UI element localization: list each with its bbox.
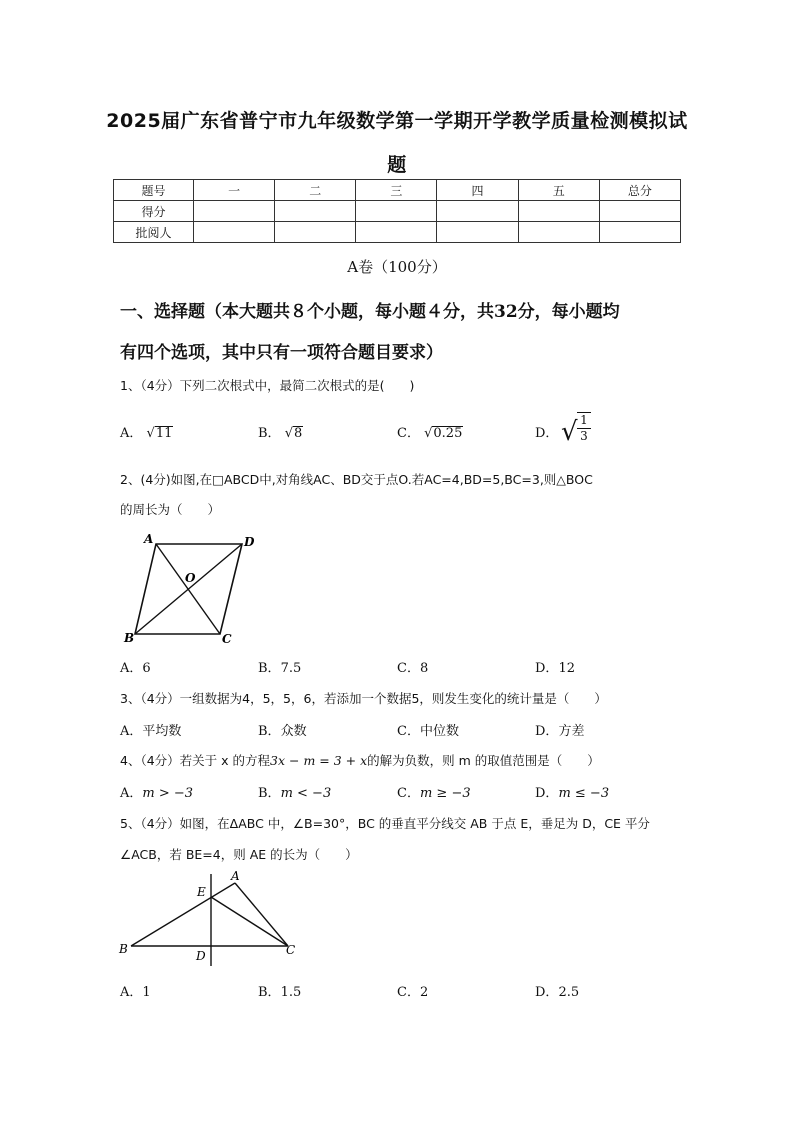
segment-ba — [131, 883, 235, 946]
score-cell[interactable] — [437, 201, 518, 222]
question-2-option-d[interactable]: D．12 — [535, 661, 575, 676]
question-2-option-a[interactable]: A．6 — [120, 661, 151, 676]
question-2-stem: 2、(4分)如图,在□ABCD中,对角线AC、BD交于点O.若AC=4,BD=5,BC=3,则△BOC — [120, 472, 593, 487]
question-1-stem: 1、（4分）下列二次根式中，最简二次根式的是( ) — [120, 378, 415, 393]
question-4-option-b[interactable]: B．m < −3 — [258, 786, 332, 801]
vertex-label-d: D — [244, 535, 255, 549]
vertex-label-b: B — [124, 631, 135, 645]
score-cell[interactable] — [518, 201, 599, 222]
score-table — [113, 179, 681, 243]
score-table-row-label: 批阅人 — [114, 222, 194, 243]
question-4-stem: 4、（4分）若关于 x 的方程3x − m = 3 + x的解为负数，则 m 的取值范围是（ ） — [120, 753, 600, 768]
radical-icon: √ — [561, 417, 578, 447]
fraction — [577, 412, 591, 444]
question-3-option-b[interactable]: B．众数 — [258, 724, 307, 739]
question-2-option-b[interactable]: B．7.5 — [258, 661, 302, 676]
option-label: C． — [397, 426, 420, 441]
radical-icon: √ — [284, 426, 293, 441]
question-3-option-d[interactable]: D．方差 — [535, 724, 585, 739]
vertex-label-c: C — [286, 943, 296, 957]
fraction-numerator: 1 — [577, 413, 591, 429]
parallelogram-figure — [118, 530, 268, 650]
question-2-option-c[interactable]: C．8 — [397, 661, 429, 676]
score-table-header-row — [114, 180, 681, 201]
score-cell[interactable] — [437, 222, 518, 243]
triangle-figure — [116, 868, 301, 972]
score-table-row-label: 得分 — [114, 201, 194, 222]
segment-ec — [211, 897, 288, 946]
question-5-option-c[interactable]: C．2 — [397, 985, 429, 1000]
score-table-header-cell: 题号 — [114, 180, 194, 201]
question-1-option-d[interactable] — [535, 410, 588, 454]
score-cell[interactable] — [194, 222, 275, 243]
question-3-option-c[interactable]: C．中位数 — [397, 724, 459, 739]
score-cell[interactable] — [275, 222, 356, 243]
option-label: A． — [120, 426, 143, 441]
question-3-option-a[interactable]: A．平均数 — [120, 724, 182, 739]
question-3-stem: 3、（4分）一组数据为4，5，5，6，若添加一个数据5，则发生变化的统计量是（ ） — [120, 691, 607, 706]
segment-ac — [235, 883, 288, 946]
score-table-row — [114, 201, 681, 222]
volume-title: A卷（100分） — [347, 258, 447, 276]
radicand: 0.25 — [433, 426, 463, 441]
score-cell[interactable] — [599, 201, 680, 222]
score-cell[interactable] — [275, 201, 356, 222]
score-table-header-cell: 一 — [194, 180, 275, 201]
score-table-header-cell: 三 — [356, 180, 437, 201]
vertex-label-c: C — [222, 632, 232, 646]
equation: 3x − m = 3 + x — [270, 753, 368, 768]
score-table-header-cell: 二 — [275, 180, 356, 201]
question-5-option-a[interactable]: A．1 — [120, 985, 151, 1000]
vertex-label-a: A — [144, 532, 154, 546]
score-cell[interactable] — [599, 222, 680, 243]
score-table-row — [114, 222, 681, 243]
score-table-header-cell: 总分 — [599, 180, 680, 201]
score-table-header-cell: 四 — [437, 180, 518, 201]
point-label-e: E — [197, 885, 206, 899]
section-heading: 一、选择题（本大题共８个小题，每小题４分，共32分，每小题均 — [120, 302, 620, 322]
vertex-label-a: A — [231, 869, 240, 883]
option-label: D． — [535, 426, 559, 441]
radical-icon: √ — [146, 426, 155, 441]
score-cell[interactable] — [194, 201, 275, 222]
question-4-option-c[interactable]: C．m ≥ −3 — [397, 786, 471, 801]
point-label-o: O — [185, 571, 196, 585]
question-5-option-d[interactable]: D．2.5 — [535, 985, 580, 1000]
option-label: B． — [258, 426, 281, 441]
score-cell[interactable] — [356, 201, 437, 222]
question-5-stem: 5、（4分）如图，在ΔABC 中，∠B=30°，BC 的垂直平分线交 AB 于点 E，垂足为 D，CE 平分 — [120, 816, 650, 831]
diagonal-bd — [135, 544, 242, 634]
score-table-header-cell: 五 — [518, 180, 599, 201]
radicand: 11 — [155, 426, 173, 441]
question-5-option-b[interactable]: B．1.5 — [258, 985, 302, 1000]
document-title-continued: 题 — [387, 154, 407, 176]
vertex-label-b: B — [119, 942, 128, 956]
fraction-denominator: 3 — [580, 429, 588, 443]
question-4-option-d[interactable]: D．m ≤ −3 — [535, 786, 610, 801]
radical-icon: √ — [424, 426, 433, 441]
question-1-option-c[interactable] — [397, 422, 463, 441]
score-cell[interactable] — [518, 222, 599, 243]
point-label-d: D — [196, 949, 206, 963]
question-1-option-b[interactable] — [258, 422, 303, 441]
question-4-option-a[interactable]: A．m > −3 — [120, 786, 194, 801]
score-cell[interactable] — [356, 222, 437, 243]
document-title: 2025届广东省普宁市九年级数学第一学期开学教学质量检测模拟试 — [106, 110, 688, 132]
question-2-stem-continued: 的周长为（ ） — [120, 502, 221, 517]
question-5-stem-continued: ∠ACB，若 BE=4，则 AE 的长为（ ） — [120, 847, 358, 862]
section-heading-continued: 有四个选项，其中只有一项符合题目要求） — [120, 343, 443, 363]
radicand: 8 — [294, 426, 303, 441]
question-1-option-a[interactable] — [120, 422, 173, 441]
